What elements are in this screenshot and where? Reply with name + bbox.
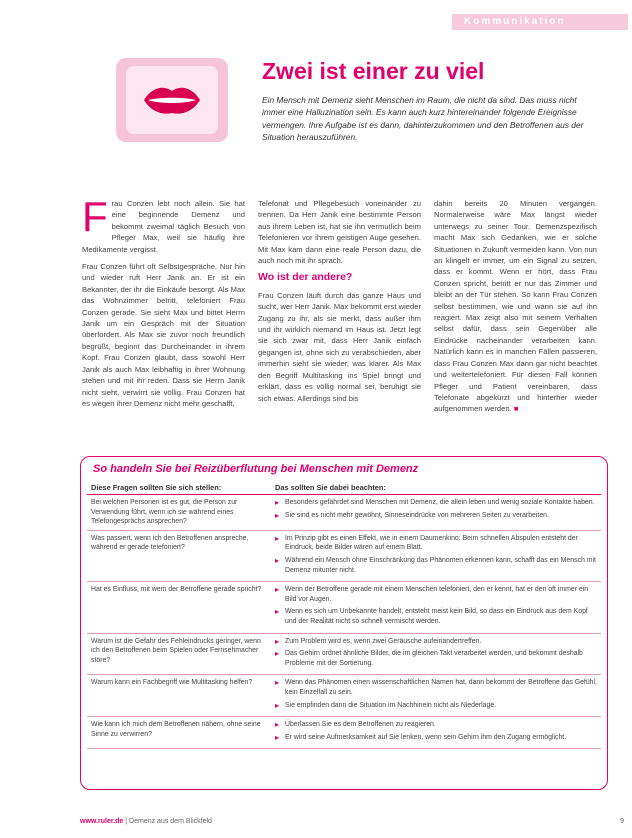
notes-cell bbox=[271, 495, 601, 531]
notes-cell bbox=[271, 582, 601, 633]
note-item: ▸ Überlassen Sie es dem Betroffenen zu reagieren. bbox=[275, 720, 597, 730]
notes-cell bbox=[271, 530, 601, 581]
question-cell: Was passiert, wenn ich den Betroffenen anspreche, während er gerade telefoniert? bbox=[87, 530, 271, 581]
table-row bbox=[87, 717, 601, 749]
column-header-questions: Diese Fragen sollten Sie sich stellen: bbox=[87, 481, 271, 495]
note-item: ▸ Besonders gefährdet sind Menschen mit Demenz, die allein leben und wenig soziale Kontakte haben. bbox=[275, 498, 597, 508]
table-row bbox=[87, 495, 601, 531]
note-item: ▸ Sie sind es nicht mehr gewöhnt, Sinneseindrücke von mehreren Seiten zu verarbeiten. bbox=[275, 511, 597, 521]
notes-cell bbox=[271, 633, 601, 675]
paragraph: Frau Conzen läuft durch das ganze Haus und sucht, wer Herr Janik. Max bekommt erst wieder Zugang zu ihr, als sie merkt, dass außer ihm und ihr wirklich niemand im Haus ist. Jetzt legt sie sich zwar mit, dass Herr Janik einfach gegangen ist, ohne sich zu verabschieden, aber immerhin sieht sie wieder, was klarer. Als Max den Begriff Multitasking ins Spiel bringt und erklärt, dass es völlig normal sei, beruhigt sie sich etwas. Allerdings sind bis bbox=[258, 290, 421, 403]
section-tag: Kommunikation bbox=[452, 14, 628, 30]
paragraph: Telefonat und Pflegebesuch voneinander zu trennen. Da Herr Janik eine bestimmte Person aus ihrem Leben ist, hat sie ihn vermutlich beim Telefonieren vor ihrem geistigen Auge gesehen. Mit Max kam dann eine reale Person dazu, die auch noch mit ihr sprach. bbox=[258, 199, 421, 266]
question-cell: Wie kann ich mich dem Betroffenen nähern, ohne seine Sinne zu verwirren? bbox=[87, 717, 271, 749]
footer-text: Demenz aus dem Blickfeld bbox=[129, 818, 212, 825]
footer-separator: | bbox=[125, 818, 128, 825]
paragraph: dahin bereits 20 Minuten vergangen. Normalerweise wäre Max längst wieder unterwegs zu seiner Tour. Demenzspezifisch macht Max sich Gedanken, wie er solche Situationen in Zukunft vermeiden kann. Von nun an klingelt er immer, um ein Signal zu setzen, dass er kommt. Wenn er hört, dass Frau Conzen spricht, betritt er nur das Zimmer und bleibt an der Tür stehen. So kann Frau Conzen selbst bestimmen, wie und wann sie auf ihn reagiert. Max zeigt also mit seinem Verhalten selbst dafür, dass sein Gegenüber alle Eindrücke nacheinander verarbeiten kann. Natürlich kann es in manchen Fällen passieren, dass Frau Conzen Max dann gar nicht beachtet und weitertelefoniert. Für diesen Fall können Pfleger und Patient vereinbaren, dass Telefonate abgekürzt und hinterher wieder aufgenommen werden. bbox=[434, 199, 597, 414]
note-item: ▸ Das Gehirn ordnet ähnliche Bilder, die im gleichen Takt verarbeitet werden, und bekommt deshalb Probleme mit der Sortierung. bbox=[275, 649, 597, 668]
note-item: ▸ Wenn der Betroffene gerade mit einem Menschen telefoniert, den er kennt, hat er den oft immer ein Bild vor Augen. bbox=[275, 585, 597, 604]
subheading: Wo ist der andere? bbox=[258, 271, 353, 284]
question-cell: Hat es Einfluss, mit wem der Betroffene gerade spricht? bbox=[87, 582, 271, 633]
page-number: 9 bbox=[620, 818, 624, 825]
note-item: ▸ Zum Problem wird es, wenn zwei Geräusche aufeinandertreffen. bbox=[275, 637, 597, 647]
column-3 bbox=[434, 198, 597, 421]
article-lead: Ein Mensch mit Demenz sieht Menschen im Raum, die nicht da sind. Das muss nicht immer eine Halluzination sein. Es kann auch kurz hintereinander folgende Ereignisse vermengen. Ihre Aufgabe ist es dann, dahinterzukommen und den Betroffenen aus der Situation herauszuführen. bbox=[262, 95, 584, 143]
notes-cell bbox=[271, 717, 601, 749]
table-row bbox=[87, 675, 601, 717]
dropcap: F bbox=[82, 193, 108, 240]
note-item: ▸ Er wird seine Aufmerksamkeit auf Sie lenken, wenn sein Gehirn ihm den Zugang ermöglicht. bbox=[275, 733, 597, 743]
note-item: ▸ Während ein Mensch ohne Einschränkung das Phänomen erkennen kann, schafft das ein Mensch mit Demenz mitunter nicht. bbox=[275, 556, 597, 575]
table-row bbox=[87, 582, 601, 633]
footer bbox=[80, 818, 212, 825]
end-mark: ■ bbox=[513, 404, 519, 414]
info-table bbox=[87, 481, 601, 749]
column-2 bbox=[258, 198, 421, 410]
table-row bbox=[87, 530, 601, 581]
note-item: ▸ Wenn das Phänomen einen wissenschaftlichen Namen hat, dann bekommt der Betroffene das Gefühl, kein Einzelfall zu sein. bbox=[275, 678, 597, 697]
info-box-title: So handeln Sie bei Reizüberflutung bei Menschen mit Demenz bbox=[93, 463, 419, 475]
note-item: ▸ Im Prinzip gibt es einen Effekt, wie in einem Daumenkino: Beim schnellen Abspulen entsteht der Eindruck, beide Bilder wären auf einem Blatt. bbox=[275, 534, 597, 553]
table-row bbox=[87, 633, 601, 675]
info-box bbox=[80, 456, 608, 790]
lips-illustration bbox=[116, 58, 228, 142]
notes-cell bbox=[271, 675, 601, 717]
lips-icon bbox=[142, 83, 202, 117]
question-cell: Warum kann ein Fachbegriff wie Multitasking helfen? bbox=[87, 675, 271, 717]
note-item: ▸ Sie empfinden dann die Situation im Nachhinein nicht als Niederlage. bbox=[275, 701, 597, 711]
column-header-notes: Das sollten Sie dabei beachten: bbox=[271, 481, 601, 495]
article-title: Zwei ist einer zu viel bbox=[262, 58, 485, 84]
paragraph: Frau Conzen führt oft Selbstgespräche. Nur hin und wieder ruft Herr Janik an. Er ist ein Bekannter, der ihr die Einkäufe besorgt. Als Max das Wohnzimmer betritt, telefoniert Frau Conzen gerade. Sie sieht Max und bittet Herrn Janik um ein Gespräch mit der Situation überfordert. Als Max sie zuvor noch freundlich begrüßt, beginnt das Durcheinander in ihrem Kopf. Frau Conzen glaubt, dass sowohl Herr Janik als auch Max leibhaftig in ihrer Wohnung stehen und mit ihr reden. Dass sie Herrn Janik nicht sieht, verwirrt sie völlig. Frau Conzen hat es wegen ihrer Demenz nicht mehr geschafft, bbox=[82, 262, 245, 408]
question-cell: Warum ist die Gefahr des Fehleindrucks geringer, wenn ich den Betroffenen beim Spielen oder Fernsehmacher störe? bbox=[87, 633, 271, 675]
paragraph: rau Conzen lebt noch allein. Sie hat eine beginnende Demenz und bekommt zweimal täglich Besuch von Pfleger Max, weil sie häufig ihre Medikamente vergisst. bbox=[82, 199, 245, 254]
note-item: ▸ Wenn es sich um Unbekannte handelt, entsteht meist kein Bild, so dass ein Eindruck aus dem Kopf und der Realität nicht so schnell vermischt werden. bbox=[275, 607, 597, 626]
column-1 bbox=[82, 193, 245, 415]
footer-site-link[interactable]: www.ruler.de bbox=[80, 818, 124, 825]
question-cell: Bei welchen Personen ist es gut, die Person zur Verwendung führt, wenn ich sie während eines Telefongesprächs ansprechen? bbox=[87, 495, 271, 531]
